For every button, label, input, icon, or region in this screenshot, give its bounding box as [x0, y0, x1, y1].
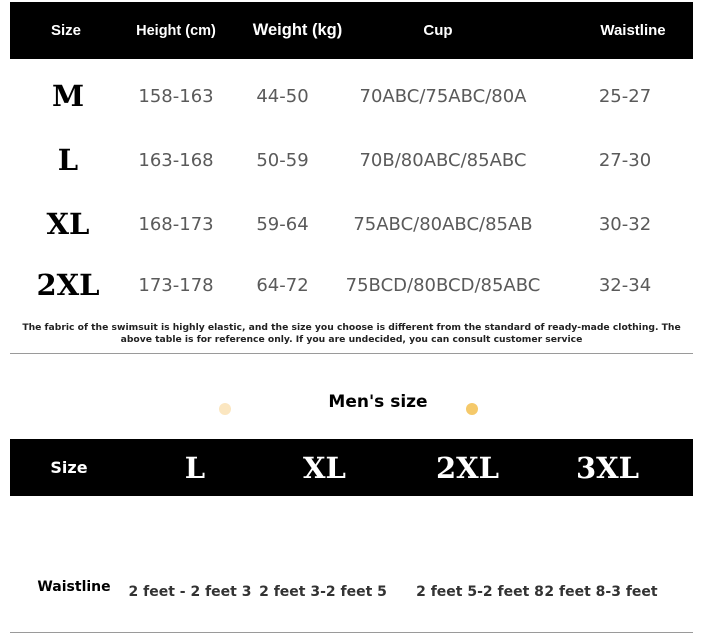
weight-value: 64-72	[256, 274, 309, 296]
table-row	[10, 194, 693, 254]
header-cup: Cup	[423, 22, 453, 39]
section-divider	[10, 353, 693, 354]
note-line-2: above table is for reference only. If you are undecided, you can consult customer service	[120, 334, 583, 345]
size-note	[10, 322, 693, 346]
cup-value: 70ABC/75ABC/80A	[359, 85, 527, 107]
weight-value: 50-59	[256, 149, 309, 171]
men-row-label: Waistline	[37, 579, 111, 595]
height-value: 173-178	[138, 274, 214, 296]
note-line-1: The fabric of the swimsuit is highly elastic, and the size you choose is different from the standard of ready-made clothing. The	[22, 322, 681, 333]
women-table-header	[10, 2, 693, 59]
waist-value: 25-27	[598, 85, 652, 107]
decorative-dot-right	[466, 403, 478, 415]
height-value: 158-163	[138, 85, 214, 107]
bottom-divider	[10, 632, 693, 633]
table-row	[10, 130, 693, 190]
height-value: 168-173	[138, 213, 214, 235]
decorative-dot-left	[219, 403, 231, 415]
cup-value: 75ABC/80ABC/85AB	[353, 213, 533, 235]
table-row	[10, 255, 693, 315]
header-height: Height (cm)	[136, 22, 216, 39]
waist-value: 30-32	[598, 213, 652, 235]
header-weight: Weight (kg)	[252, 21, 343, 39]
men-header-size: Size	[50, 458, 88, 477]
men-size-xl: XL	[303, 450, 346, 485]
size-label: 2XL	[36, 268, 100, 302]
table-row	[10, 66, 693, 126]
size-label: L	[57, 143, 79, 177]
cup-value: 70B/80ABC/85ABC	[359, 149, 527, 171]
men-waist-2xl: 2 feet 5-2 feet 8	[416, 584, 544, 600]
men-size-l: L	[184, 450, 206, 485]
men-waist-l: 2 feet - 2 feet 3	[128, 584, 252, 600]
cup-value: 75BCD/80BCD/85ABC	[345, 274, 541, 296]
waist-value: 27-30	[598, 149, 652, 171]
header-size: Size	[50, 22, 81, 39]
weight-value: 59-64	[256, 213, 309, 235]
size-label: M	[51, 79, 85, 113]
men-size-3xl: 3XL	[575, 450, 640, 485]
men-waist-xl: 2 feet 3-2 feet 5	[259, 584, 387, 600]
men-size-2xl: 2XL	[435, 450, 500, 485]
men-size-title: Men's size	[328, 392, 428, 412]
weight-value: 44-50	[256, 85, 309, 107]
header-waistline: Waistline	[600, 22, 666, 39]
men-waist-3xl: 2 feet 8-3 feet	[544, 584, 658, 600]
size-label: XL	[46, 207, 90, 241]
waist-value: 32-34	[598, 274, 652, 296]
men-table-header	[10, 439, 693, 496]
height-value: 163-168	[138, 149, 214, 171]
